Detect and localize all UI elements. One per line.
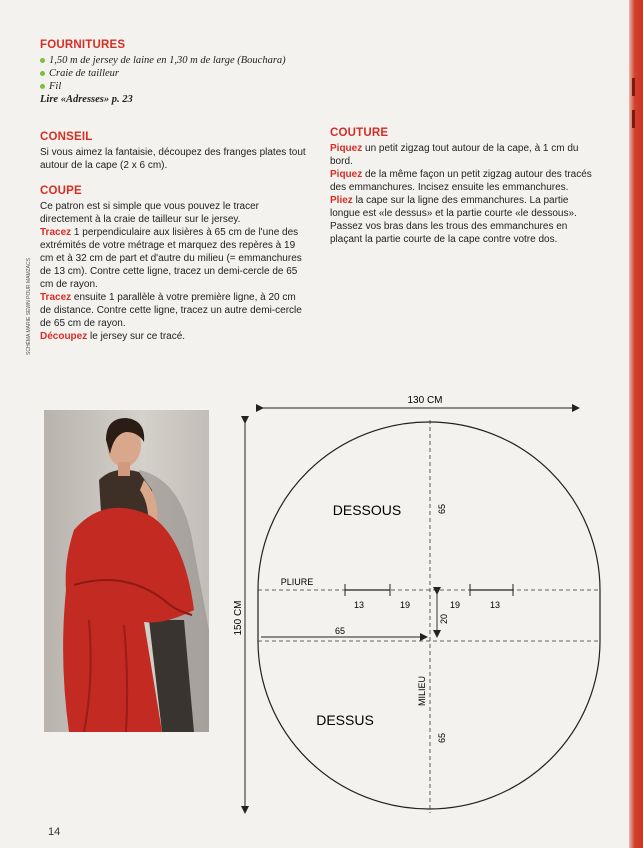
width-label: 130 CM [407,395,443,406]
step-lead: Piquez [330,169,363,180]
bullet-icon [40,84,45,89]
conseil-section [40,131,308,172]
page-edge [629,0,643,848]
height-label: 150 CM [233,600,244,636]
fournitures-section [40,39,320,106]
step-lead: Piquez [330,143,363,154]
coupe-intro: Ce patron est si simple que vous pouvez le tracer directement à la craie de tailleur sur le jersey. [40,201,259,225]
pliure-label: PLIURE [280,577,314,587]
cape-outline [258,422,600,809]
radius-bottom-label: 65 [437,732,447,744]
step-lead: Tracez [40,292,72,303]
dessus-label: DESSUS [316,712,374,728]
bullet-icon [40,58,45,63]
gap-label: 20 [439,613,449,625]
coupe-section [40,185,306,343]
adresses-link: Lire «Adresses» p. 23 [40,94,133,105]
page-number: 14 [48,826,61,838]
step-lead: Découpez [40,331,88,342]
dessous-label: DESSOUS [332,502,402,518]
armhole-right-label: 13 [489,600,501,610]
radius-top-label: 65 [437,503,447,515]
supply-item: Craie de tailleur [49,68,119,79]
step-text: ensuite 1 parallèle à votre première ligne, à 20 cm de distance. Contre cette ligne, tracez un autre demi-cercle de 65 cm de rayon. [40,292,302,329]
couture-step [330,194,598,246]
coupe-step [40,226,306,291]
model-illustration [44,410,209,732]
list-item [40,54,320,67]
coupe-title: COUPE [40,185,82,197]
coupe-step [40,291,306,330]
model-photo [44,410,209,732]
mid-right-label: 19 [449,600,461,610]
milieu-label: MILIEU [417,675,427,707]
fournitures-title: FOURNITURES [40,39,126,51]
step-text: 1 perpendiculaire aux lisières à 65 cm de l'une des extrémités de votre métrage et marquez des repères à 19 cm et à 32 cm de part et d'autre du milieu (= emmanchures de 13 cm). Contre cette ligne, tracez un demi-cercle de 65 cm de rayon. [40,227,302,290]
mid-left-label: 19 [399,600,411,610]
radius-left-label: 65 [334,626,346,636]
step-lead: Tracez [40,227,72,238]
coupe-step [40,330,306,343]
step-lead: Pliez [330,195,353,206]
couture-step [330,142,598,168]
supply-item: 1,50 m de jersey de laine en 1,30 m de large (Bouchara) [49,55,286,66]
list-item [40,67,320,80]
step-text: le jersey sur ce tracé. [87,331,186,342]
edge-tick [632,110,635,128]
cape-pattern-diagram [225,385,605,820]
conseil-text: Si vous aimez la fantaisie, découpez des franges plates tout autour de la cape (2 x 6 cm). [40,147,306,171]
edge-tick [632,78,635,96]
step-text: de la même façon un petit zigzag autour des tracés des emmanchures. Incisez ensuite les emmanchures. [330,169,592,193]
supply-item: Fil [49,81,62,92]
couture-step [330,168,598,194]
step-text: un petit zigzag tout autour de la cape, à 1 cm du bord. [330,143,579,167]
credit-text: SCHÉMA MARIE SEWN POUR MAMZACS [26,258,32,355]
list-item [40,80,320,93]
armhole-left-label: 13 [353,600,365,610]
conseil-title: CONSEIL [40,131,93,143]
photo-credit [26,260,38,355]
bullet-icon [40,71,45,76]
step-text: la cape sur la ligne des emmanchures. La partie longue est «le dessus» et la partie courte «le dessous». Passez vos bras dans les trous des emmanchures en plaçant la partie courte de la cape contre votre dos. [330,195,577,245]
couture-title: COUTURE [330,127,389,139]
couture-section [330,127,598,246]
